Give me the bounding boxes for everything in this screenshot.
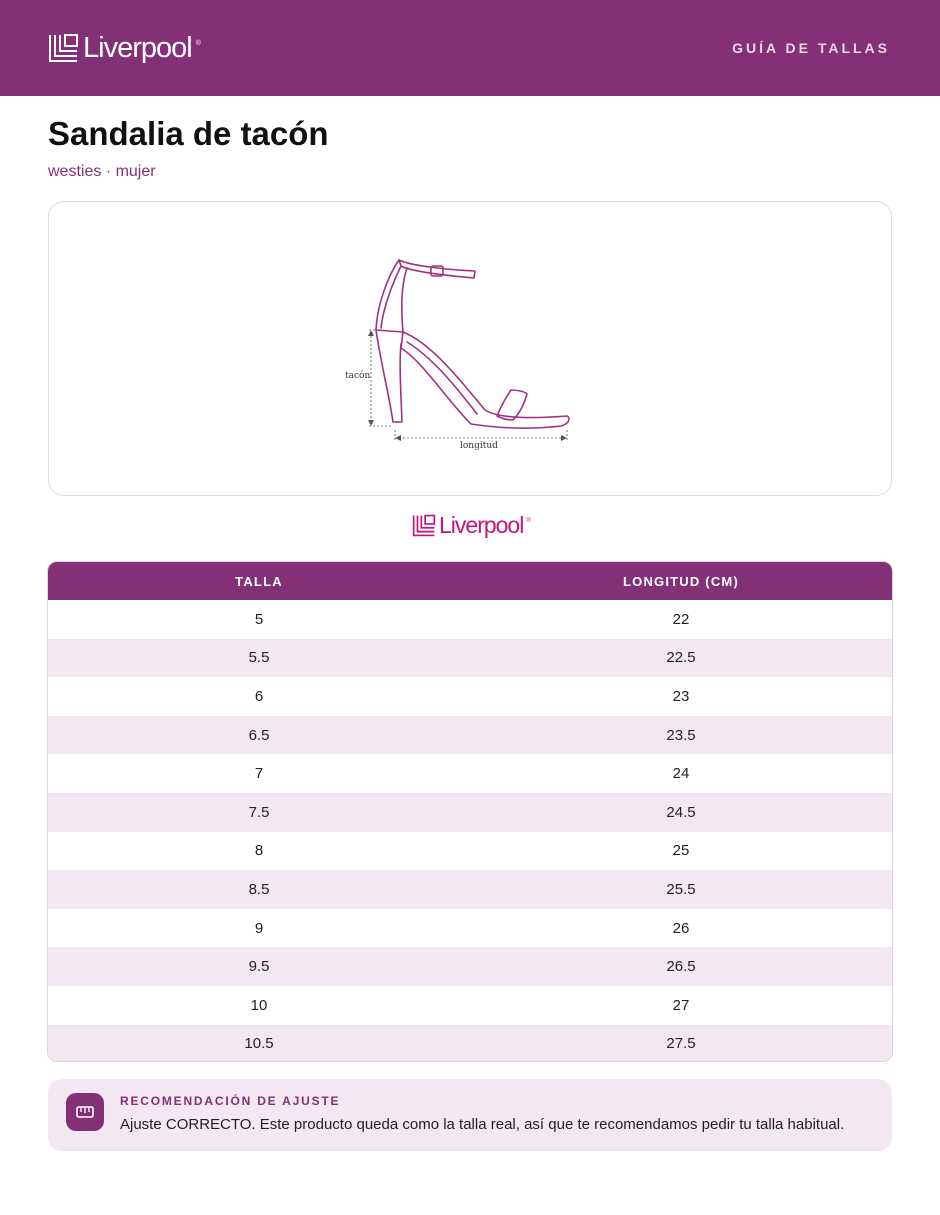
length-cell: 25.5 [666,880,696,898]
length-label: longitud [460,441,498,451]
length-cell: 27.5 [666,1035,696,1053]
heel-label: tacón [345,371,371,381]
table-row [48,870,892,909]
length-cell: 23.5 [666,726,696,744]
liverpool-logo-icon [412,514,436,537]
liverpool-logo-icon [48,33,79,63]
size-guide-label: GUÍA DE TALLAS [732,40,890,56]
size-cell: 10.5 [244,1035,274,1053]
column-header-length: LONGITUD (CM) [623,573,739,589]
shoe-diagram-card [48,201,892,496]
column-header-size: TALLA [235,573,283,589]
brand-mark [412,512,531,539]
table-row [48,600,892,639]
brand-logo[interactable] [48,32,201,65]
table-row [48,793,892,832]
table-row [48,639,892,678]
size-cell: 8 [254,842,264,860]
product-subtitle: westies · mujer [48,163,156,180]
size-cell: 6 [254,687,264,705]
table-row [48,716,892,755]
ruler-icon [66,1093,104,1131]
size-cell: 9.5 [248,958,270,976]
size-cell: 6.5 [248,726,270,744]
table-row [48,677,892,716]
fit-recommendation [48,1079,892,1151]
table-row [48,832,892,871]
size-cell: 5.5 [248,649,270,667]
size-cell: 9 [254,919,264,937]
size-table [47,561,893,1062]
length-cell: 22 [672,610,690,628]
length-cell: 25 [672,842,690,860]
size-cell: 7 [254,765,264,783]
size-cell: 5 [254,610,264,628]
size-cell: 10 [250,996,268,1014]
page-title: Sandalia de tacón [48,115,329,152]
length-cell: 26.5 [666,958,696,976]
table-row [48,986,892,1025]
sandal-diagram [341,224,581,472]
brand-mark-text: Liverpool [439,512,524,538]
length-cell: 26 [672,919,690,937]
site-header [0,0,940,96]
table-row [48,1025,892,1062]
length-cell: 23 [672,687,690,705]
table-header [48,562,892,600]
recommendation-text: Ajuste CORRECTO. Este producto queda como la talla real, así que te recomendamos pedir tu talla habitual. [120,1116,845,1133]
registered-mark: ® [526,518,531,524]
brand-name: Liverpool [83,31,192,64]
recommendation-title: RECOMENDACIÓN DE AJUSTE [120,1094,341,1108]
length-cell: 27 [672,996,690,1014]
table-row [48,754,892,793]
registered-mark: ® [195,39,201,47]
length-cell: 24.5 [666,803,696,821]
table-row [48,909,892,948]
size-cell: 7.5 [248,803,270,821]
table-row [48,947,892,986]
length-cell: 24 [672,765,690,783]
size-cell: 8.5 [248,880,270,898]
length-cell: 22.5 [666,649,696,667]
